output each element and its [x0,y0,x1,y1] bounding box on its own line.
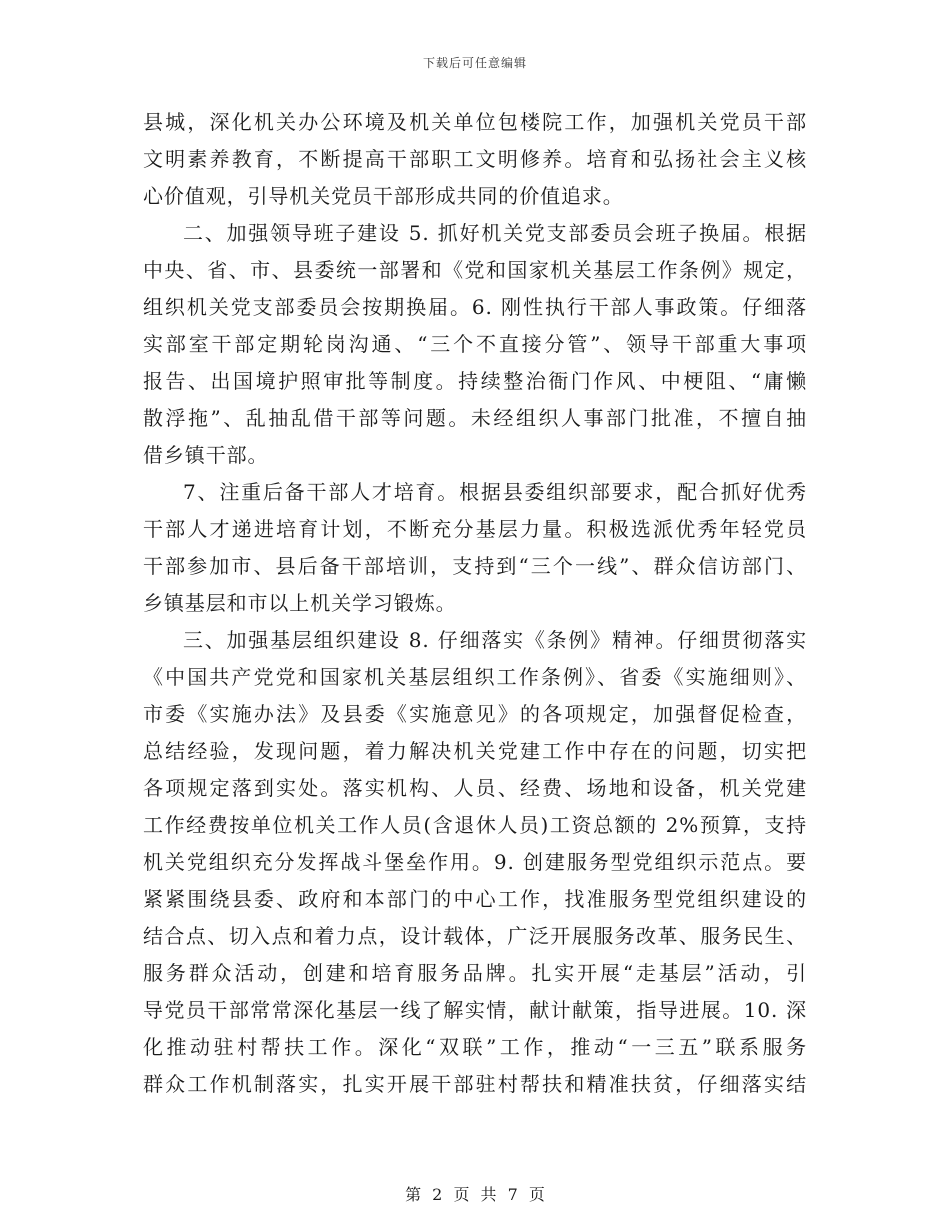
text-line: 7、注重后备干部人才培育。根据县委组织部要求，配合抓好优秀 [183,480,807,504]
text-line: 组织机关党支部委员会按期换届。6. 刚性执行干部人事政策。仔细落 [143,295,807,319]
text-line: 心价值观，引导机关党员干部形成共同的价值追求。 [143,184,624,208]
text-line: 《中国共产党党和国家机关基层组织工作条例》、省委《实施细则》、 [143,665,807,689]
text-line: 借乡镇干部。 [143,443,269,467]
text-line: 干部参加市、县后备干部培训，支持到“三个一线”、群众信访部门、 [143,554,807,578]
text-line: 服务群众活动，创建和培育服务品牌。扎实开展“走基层”活动，引 [143,961,807,985]
text-line: 各项规定落到实处。落实机构、人员、经费、场地和设备，机关党建 [143,776,807,800]
text-line: 县城，深化机关办公环境及机关单位包楼院工作，加强机关党员干部 [143,110,807,134]
text-line: 总结经验，发现问题，着力解决机关党建工作中存在的问题，切实把 [143,739,807,763]
text-line: 实部室干部定期轮岗沟通、“三个不直接分管”、领导干部重大事项 [143,332,807,356]
text-line: 机关党组织充分发挥战斗堡垒作用。9. 创建服务型党组织示范点。要 [143,850,807,874]
text-line: 干部人才递进培育计划，不断充分基层力量。积极选派优秀年轻党员 [143,517,807,541]
text-line: 散浮拖”、乱抽乱借干部等问题。未经组织人事部门批准，不擅自抽 [143,406,807,430]
text-line: 文明素养教育，不断提高干部职工文明修养。培育和弘扬社会主义核 [143,147,807,171]
text-line: 导党员干部常常深化基层一线了解实情，献计献策，指导进展。10. 深 [143,998,807,1022]
text-line: 二、加强领导班子建设 5. 抓好机关党支部委员会班子换届。根据 [183,221,807,245]
text-line: 市委《实施办法》及县委《实施意见》的各项规定，加强督促检查， [143,702,807,726]
text-line: 中央、省、市、县委统一部署和《党和国家机关基层工作条例》规定， [143,258,807,282]
text-line: 结合点、切入点和着力点，设计载体，广泛开展服务改革、服务民生、 [143,924,807,948]
text-line: 乡镇基层和市以上机关学习锻炼。 [143,591,457,615]
page-header: 下载后可任意编辑 [422,56,527,70]
text-line: 化推动驻村帮扶工作。深化“双联”工作，推动“一三五”联系服务 [143,1035,807,1059]
text-line: 三、加强基层组织建设 8. 仔细落实《条例》精神。仔细贯彻落实 [183,628,807,652]
text-line: 紧紧围绕县委、政府和本部门的中心工作，找准服务型党组织建设的 [143,887,807,911]
text-line: 工作经费按单位机关工作人员(含退休人员)工资总额的 2%预算，支持 [143,813,807,837]
text-line: 报告、出国境护照审批等制度。持续整治衙门作风、中梗阻、“庸懒 [143,369,807,393]
text-line: 群众工作机制落实，扎实开展干部驻村帮扶和精准扶贫，仔细落实结 [143,1072,807,1096]
page-number-footer: 第 2 页 共 7 页 [405,1185,545,1204]
document-body [143,104,807,1103]
